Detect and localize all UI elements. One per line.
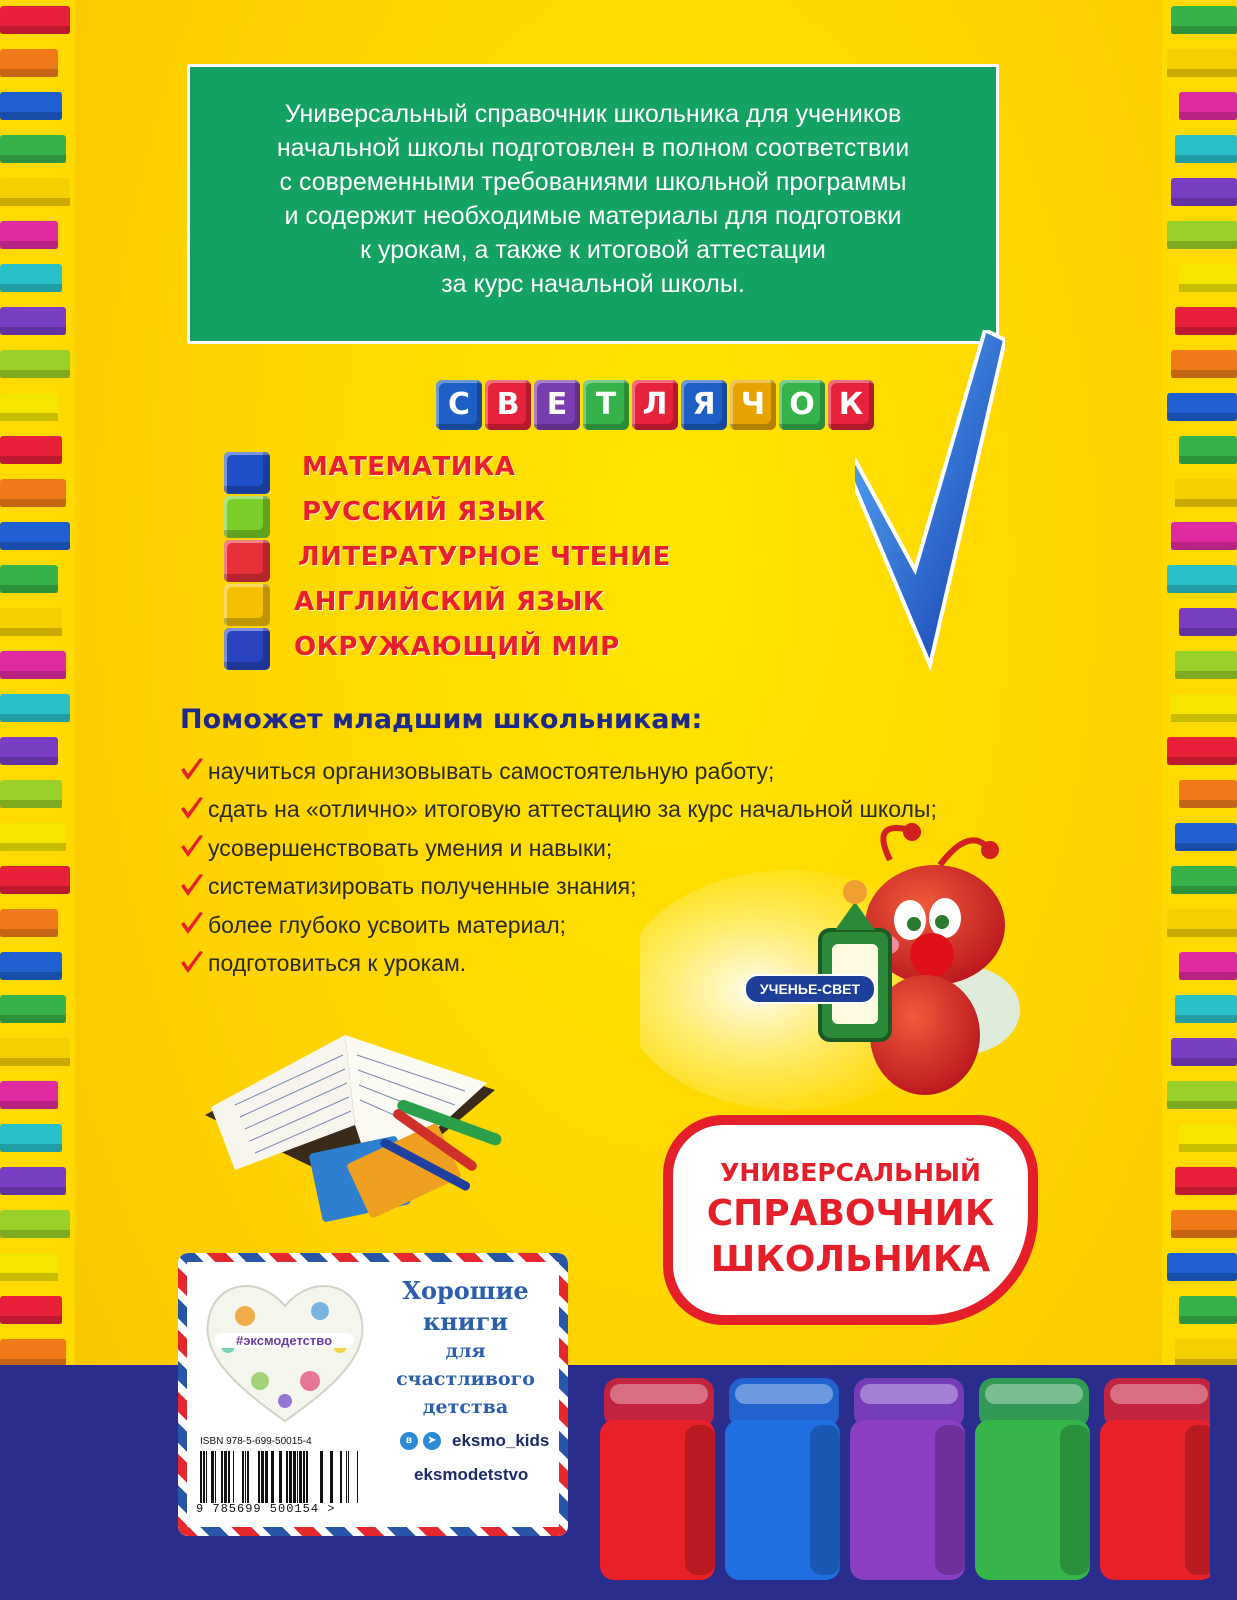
stripe-shade — [1179, 628, 1237, 636]
social-handle[interactable]: eksmo_kids — [452, 1431, 550, 1450]
barcode-bar — [293, 1451, 296, 1503]
toy-block — [725, 1378, 840, 1580]
benefits-title: Поможет младшим школьникам: — [180, 704, 703, 735]
brand-letter: К — [828, 380, 874, 430]
barcode-bar — [206, 1451, 207, 1503]
brand-letter: Т — [583, 380, 629, 430]
stripe-shade — [0, 1144, 62, 1152]
barcode-bar — [346, 1451, 347, 1503]
slogan — [378, 1275, 553, 1421]
subject-cube — [224, 452, 270, 494]
benefit-text: подготовиться к урокам. — [208, 950, 467, 977]
description-box — [187, 64, 999, 344]
subject-item: МАТЕМАТИКА — [302, 452, 516, 482]
heart-icon — [200, 1271, 370, 1431]
stripe-shade — [0, 757, 58, 765]
brand-letter: О — [779, 380, 825, 430]
stripe-shade — [1167, 69, 1237, 77]
stripe-shade — [1175, 843, 1237, 851]
stripe-shade — [1167, 929, 1237, 937]
stripe-shade — [0, 499, 66, 507]
stripe-shade — [1171, 1230, 1237, 1238]
benefit-text: научиться организовывать самостоятельную работу; — [208, 757, 775, 784]
site-handle[interactable]: eksmodetstvo — [414, 1465, 529, 1484]
brand-logo — [436, 380, 874, 430]
stripe-shade — [1179, 456, 1237, 464]
right-stripes — [1162, 0, 1237, 1600]
slogan-line-2: книги — [422, 1307, 509, 1336]
stripe-shade — [1175, 499, 1237, 507]
stripe-shade — [1175, 327, 1237, 335]
subject-list — [296, 445, 671, 670]
stripe-shade — [0, 26, 70, 34]
barcode-bar — [286, 1451, 288, 1503]
stripe-shade — [1171, 370, 1237, 378]
benefit-text: более глубоко усвоить материал; — [208, 911, 567, 938]
brand-letter: Е — [534, 380, 580, 430]
subject-cube — [224, 496, 270, 538]
hashtag-label: #эксмодетство — [214, 1333, 354, 1348]
check-mark-icon — [855, 330, 1005, 670]
benefit-text: усовершенствовать умения и навыки; — [208, 834, 613, 861]
lantern-label: УЧЕНЬЕ-СВЕТ — [744, 974, 876, 1004]
stripe-shade — [1167, 413, 1237, 421]
stripe-shade — [0, 198, 70, 206]
barcode-bar — [297, 1451, 298, 1503]
brand-letter: С — [436, 380, 482, 430]
barcode-bar — [233, 1451, 234, 1503]
subject-cube — [224, 628, 270, 670]
telegram-icon[interactable]: ➤ — [423, 1432, 441, 1450]
description-text: Универсальный справочник школьника для учеников начальной школы подготовлен в полном соответствии с современными требованиями школьной программы и содержит необходимые материалы для подготовки к урокам, а также к итоговой аттестации за курс начальной школы. — [276, 100, 910, 298]
stripe-shade — [0, 413, 58, 421]
barcode-bar — [221, 1451, 223, 1503]
barcode-bar — [299, 1451, 302, 1503]
subject-cubes — [224, 452, 274, 672]
barcode-bar — [245, 1451, 246, 1503]
barcode-bar — [289, 1451, 292, 1503]
brand-letter: В — [485, 380, 531, 430]
toy-block — [1100, 1378, 1210, 1580]
barcode-bar — [258, 1451, 260, 1503]
benefit-text: систематизировать полученные знания; — [208, 873, 637, 900]
stripe-shade — [1175, 1015, 1237, 1023]
stripe-shade — [0, 284, 62, 292]
barcode-bar — [348, 1451, 349, 1503]
stripe-shade — [1167, 757, 1237, 765]
tick-icon — [180, 835, 204, 861]
stripe-shade — [1171, 886, 1237, 894]
slogan-line-1: Хорошие — [402, 1276, 529, 1305]
title-line-3: ШКОЛЬНИКА — [710, 1239, 991, 1280]
stripe-shade — [1167, 241, 1237, 249]
stripe-shade — [0, 628, 62, 636]
stripe-shade — [0, 800, 62, 808]
stripe-shade — [0, 1230, 70, 1238]
stripe-shade — [0, 370, 70, 378]
benefit-item — [180, 752, 937, 791]
stripe-shade — [0, 972, 62, 980]
stripe-shade — [0, 843, 66, 851]
stripe-shade — [0, 929, 58, 937]
benefit-text: сдать на «отлично» итоговую аттестацию за курс начальной школы; — [208, 796, 937, 823]
stripe-shade — [0, 112, 62, 120]
stripe-shade — [0, 886, 70, 894]
social-links — [400, 1431, 549, 1451]
subject-item: АНГЛИЙСКИЙ ЯЗЫК — [294, 587, 605, 617]
stripe-shade — [0, 1015, 66, 1023]
stripe-shade — [0, 1058, 70, 1066]
barcode-bar — [271, 1451, 274, 1503]
notebook-illustration — [195, 995, 535, 1245]
stripe-shade — [0, 327, 66, 335]
stripe-shade — [0, 585, 58, 593]
title-badge — [663, 1115, 1038, 1325]
stripe-shade — [1171, 198, 1237, 206]
subject-item: ОКРУЖАЮЩИЙ МИР — [294, 632, 620, 662]
tick-icon — [180, 758, 204, 784]
barcode-bar — [279, 1451, 282, 1503]
barcode-bar — [215, 1451, 216, 1503]
stripe-shade — [1179, 1144, 1237, 1152]
tick-icon — [180, 951, 204, 977]
vk-icon[interactable]: в — [400, 1432, 418, 1450]
left-stripes — [0, 0, 75, 1600]
tick-icon — [180, 797, 204, 823]
toy-block — [975, 1378, 1090, 1580]
stripe-shade — [0, 1273, 58, 1281]
slogan-line-4: детства — [422, 1396, 509, 1418]
barcode-bar — [224, 1451, 227, 1503]
brand-letter: Я — [681, 380, 727, 430]
subject-cube — [224, 540, 270, 582]
brand-letter: Ч — [730, 380, 776, 430]
stripe-shade — [1167, 1273, 1237, 1281]
stripe-shade — [1175, 1187, 1237, 1195]
tick-icon — [180, 874, 204, 900]
stripe-shade — [1171, 1058, 1237, 1066]
barcode-bar — [228, 1451, 230, 1503]
stripe-shade — [1167, 585, 1237, 593]
subject-item: РУССКИЙ ЯЗЫК — [302, 497, 546, 527]
toy-block — [600, 1378, 715, 1580]
barcode-bar — [357, 1451, 358, 1503]
stripe-shade — [1179, 972, 1237, 980]
barcode-bar — [320, 1451, 323, 1503]
barcode — [200, 1451, 368, 1503]
barcode-bar — [330, 1451, 333, 1503]
stripe-shade — [0, 671, 66, 679]
stripe-shade — [1167, 1101, 1237, 1109]
title-line-2: СПРАВОЧНИК — [706, 1193, 995, 1234]
barcode-number: 9 785699 500154 > — [196, 1502, 336, 1516]
bottom-blocks — [590, 1370, 1210, 1600]
stripe-shade — [0, 155, 66, 163]
stripe-shade — [0, 1316, 62, 1324]
barcode-bar — [200, 1451, 202, 1503]
title-line-1: УНИВЕРСАЛЬНЫЙ — [720, 1158, 981, 1187]
toy-block — [850, 1378, 965, 1580]
stripe-shade — [1171, 542, 1237, 550]
stripe-shade — [0, 714, 70, 722]
stripe-shade — [1171, 714, 1237, 722]
stripe-shade — [0, 241, 58, 249]
brand-letter: Л — [632, 380, 678, 430]
stripe-shade — [1179, 284, 1237, 292]
stripe-shade — [1171, 26, 1237, 34]
stripe-shade — [1175, 671, 1237, 679]
stripe-shade — [1179, 800, 1237, 808]
stripe-shade — [0, 456, 62, 464]
tick-icon — [180, 912, 204, 938]
stripe-shade — [1179, 112, 1237, 120]
stripe-shade — [0, 1187, 66, 1195]
barcode-bar — [203, 1451, 205, 1503]
stripe-shade — [0, 542, 70, 550]
stripe-shade — [1175, 155, 1237, 163]
stripe-shade — [0, 69, 58, 77]
barcode-bar — [265, 1451, 268, 1503]
stripe-shade — [0, 1101, 58, 1109]
barcode-bar — [211, 1451, 214, 1503]
stripe-shade — [1179, 1316, 1237, 1324]
barcode-bar — [261, 1451, 264, 1503]
barcode-bar — [340, 1451, 342, 1503]
subject-cube — [224, 584, 270, 626]
subject-item: ЛИТЕРАТУРНОЕ ЧТЕНИЕ — [298, 542, 671, 572]
barcode-bar — [247, 1451, 249, 1503]
barcode-bar — [303, 1451, 305, 1503]
barcode-bar — [242, 1451, 244, 1503]
barcode-bar — [306, 1451, 308, 1503]
info-card — [178, 1253, 568, 1536]
isbn: ISBN 978-5-699-50015-4 — [200, 1436, 312, 1447]
slogan-line-3: для счастливого — [396, 1340, 535, 1390]
